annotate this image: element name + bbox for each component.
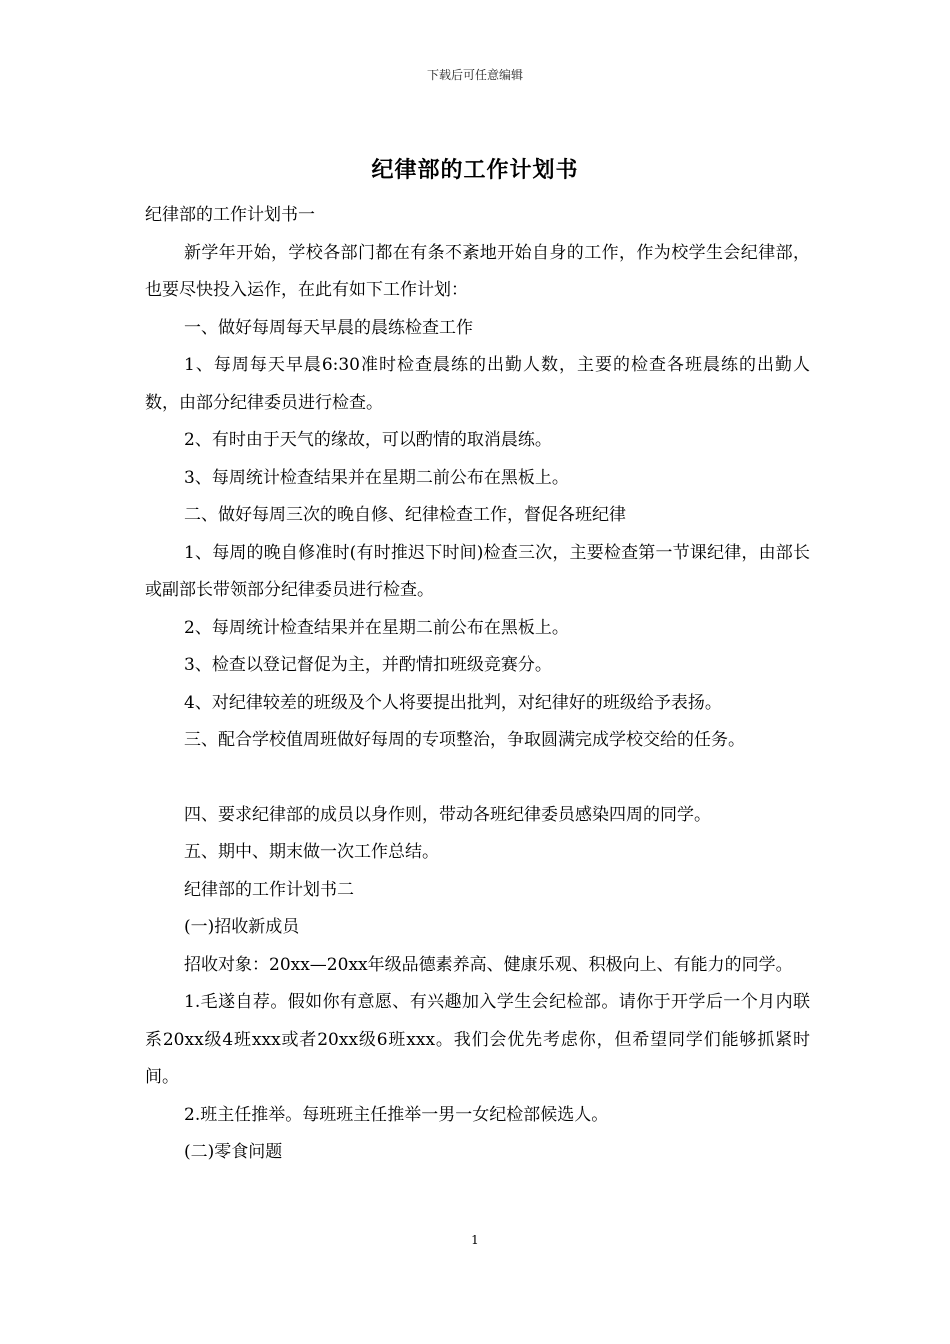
paragraph: 1、每周每天早晨6:30准时检查晨练的出勤人数，主要的检查各班晨练的出勤人数，由部分纪律委员进行检查。 [145, 355, 810, 413]
paragraph: 招收对象：20xx—20xx年级品德素养高、健康乐观、积极向上、有能力的同学。 [184, 954, 793, 975]
paragraph: 2.班主任推举。每班班主任推举一男一女纪检部候选人。 [184, 1104, 609, 1125]
paragraph: 新学年开始，学校各部门都在有条不紊地开始自身的工作，作为校学生会纪律部，也要尽快投入运作，在此有如下工作计划： [145, 242, 810, 300]
paragraph: 一、做好每周每天早晨的晨练检查工作 [184, 317, 473, 338]
document-title: 纪律部的工作计划书 [371, 157, 579, 183]
paragraph: 二、做好每周三次的晚自修、纪律检查工作，督促各班纪律 [184, 505, 626, 525]
paragraph: (二)零食问题 [184, 1142, 283, 1162]
paragraph: 3、每周统计检查结果并在星期二前公布在黑板上。 [184, 467, 569, 488]
paragraph: 1、每周的晚自修准时(有时推迟下时间)检查三次，主要检查第一节课纪律，由部长或副部长带领部分纪律委员进行检查。 [145, 542, 810, 600]
section-heading: 纪律部的工作计划书二 [184, 879, 354, 900]
document-body [145, 197, 810, 1172]
paragraph: 2、每周统计检查结果并在星期二前公布在黑板上。 [184, 617, 569, 638]
page-header: 下载后可任意编辑 [426, 68, 523, 82]
paragraph: 三、配合学校值周班做好每周的专项整治，争取圆满完成学校交给的任务。 [184, 730, 745, 750]
paragraph: 4、对纪律较差的班级及个人将要提出批判，对纪律好的班级给予表扬。 [184, 692, 722, 713]
paragraph: (一)招收新成员 [184, 917, 300, 937]
paragraph: 3、检查以登记督促为主，并酌情扣班级竞赛分。 [184, 655, 552, 675]
section-heading: 纪律部的工作计划书一 [145, 205, 315, 225]
page-number: 1 [471, 1233, 479, 1247]
paragraph: 四、要求纪律部的成员以身作则，带动各班纪律委员感染四周的同学。 [184, 804, 711, 825]
paragraph: 2、有时由于天气的缘故，可以酌情的取消晨练。 [184, 430, 552, 450]
paragraph: 五、期中、期末做一次工作总结。 [184, 842, 439, 862]
paragraph: 1.毛遂自荐。假如你有意愿、有兴趣加入学生会纪检部。请你于开学后一个月内联系20xx级4班xxx或者20xx级6班xxx。我们会优先考虑你，但希望同学们能够抓紧时间。 [145, 992, 810, 1087]
